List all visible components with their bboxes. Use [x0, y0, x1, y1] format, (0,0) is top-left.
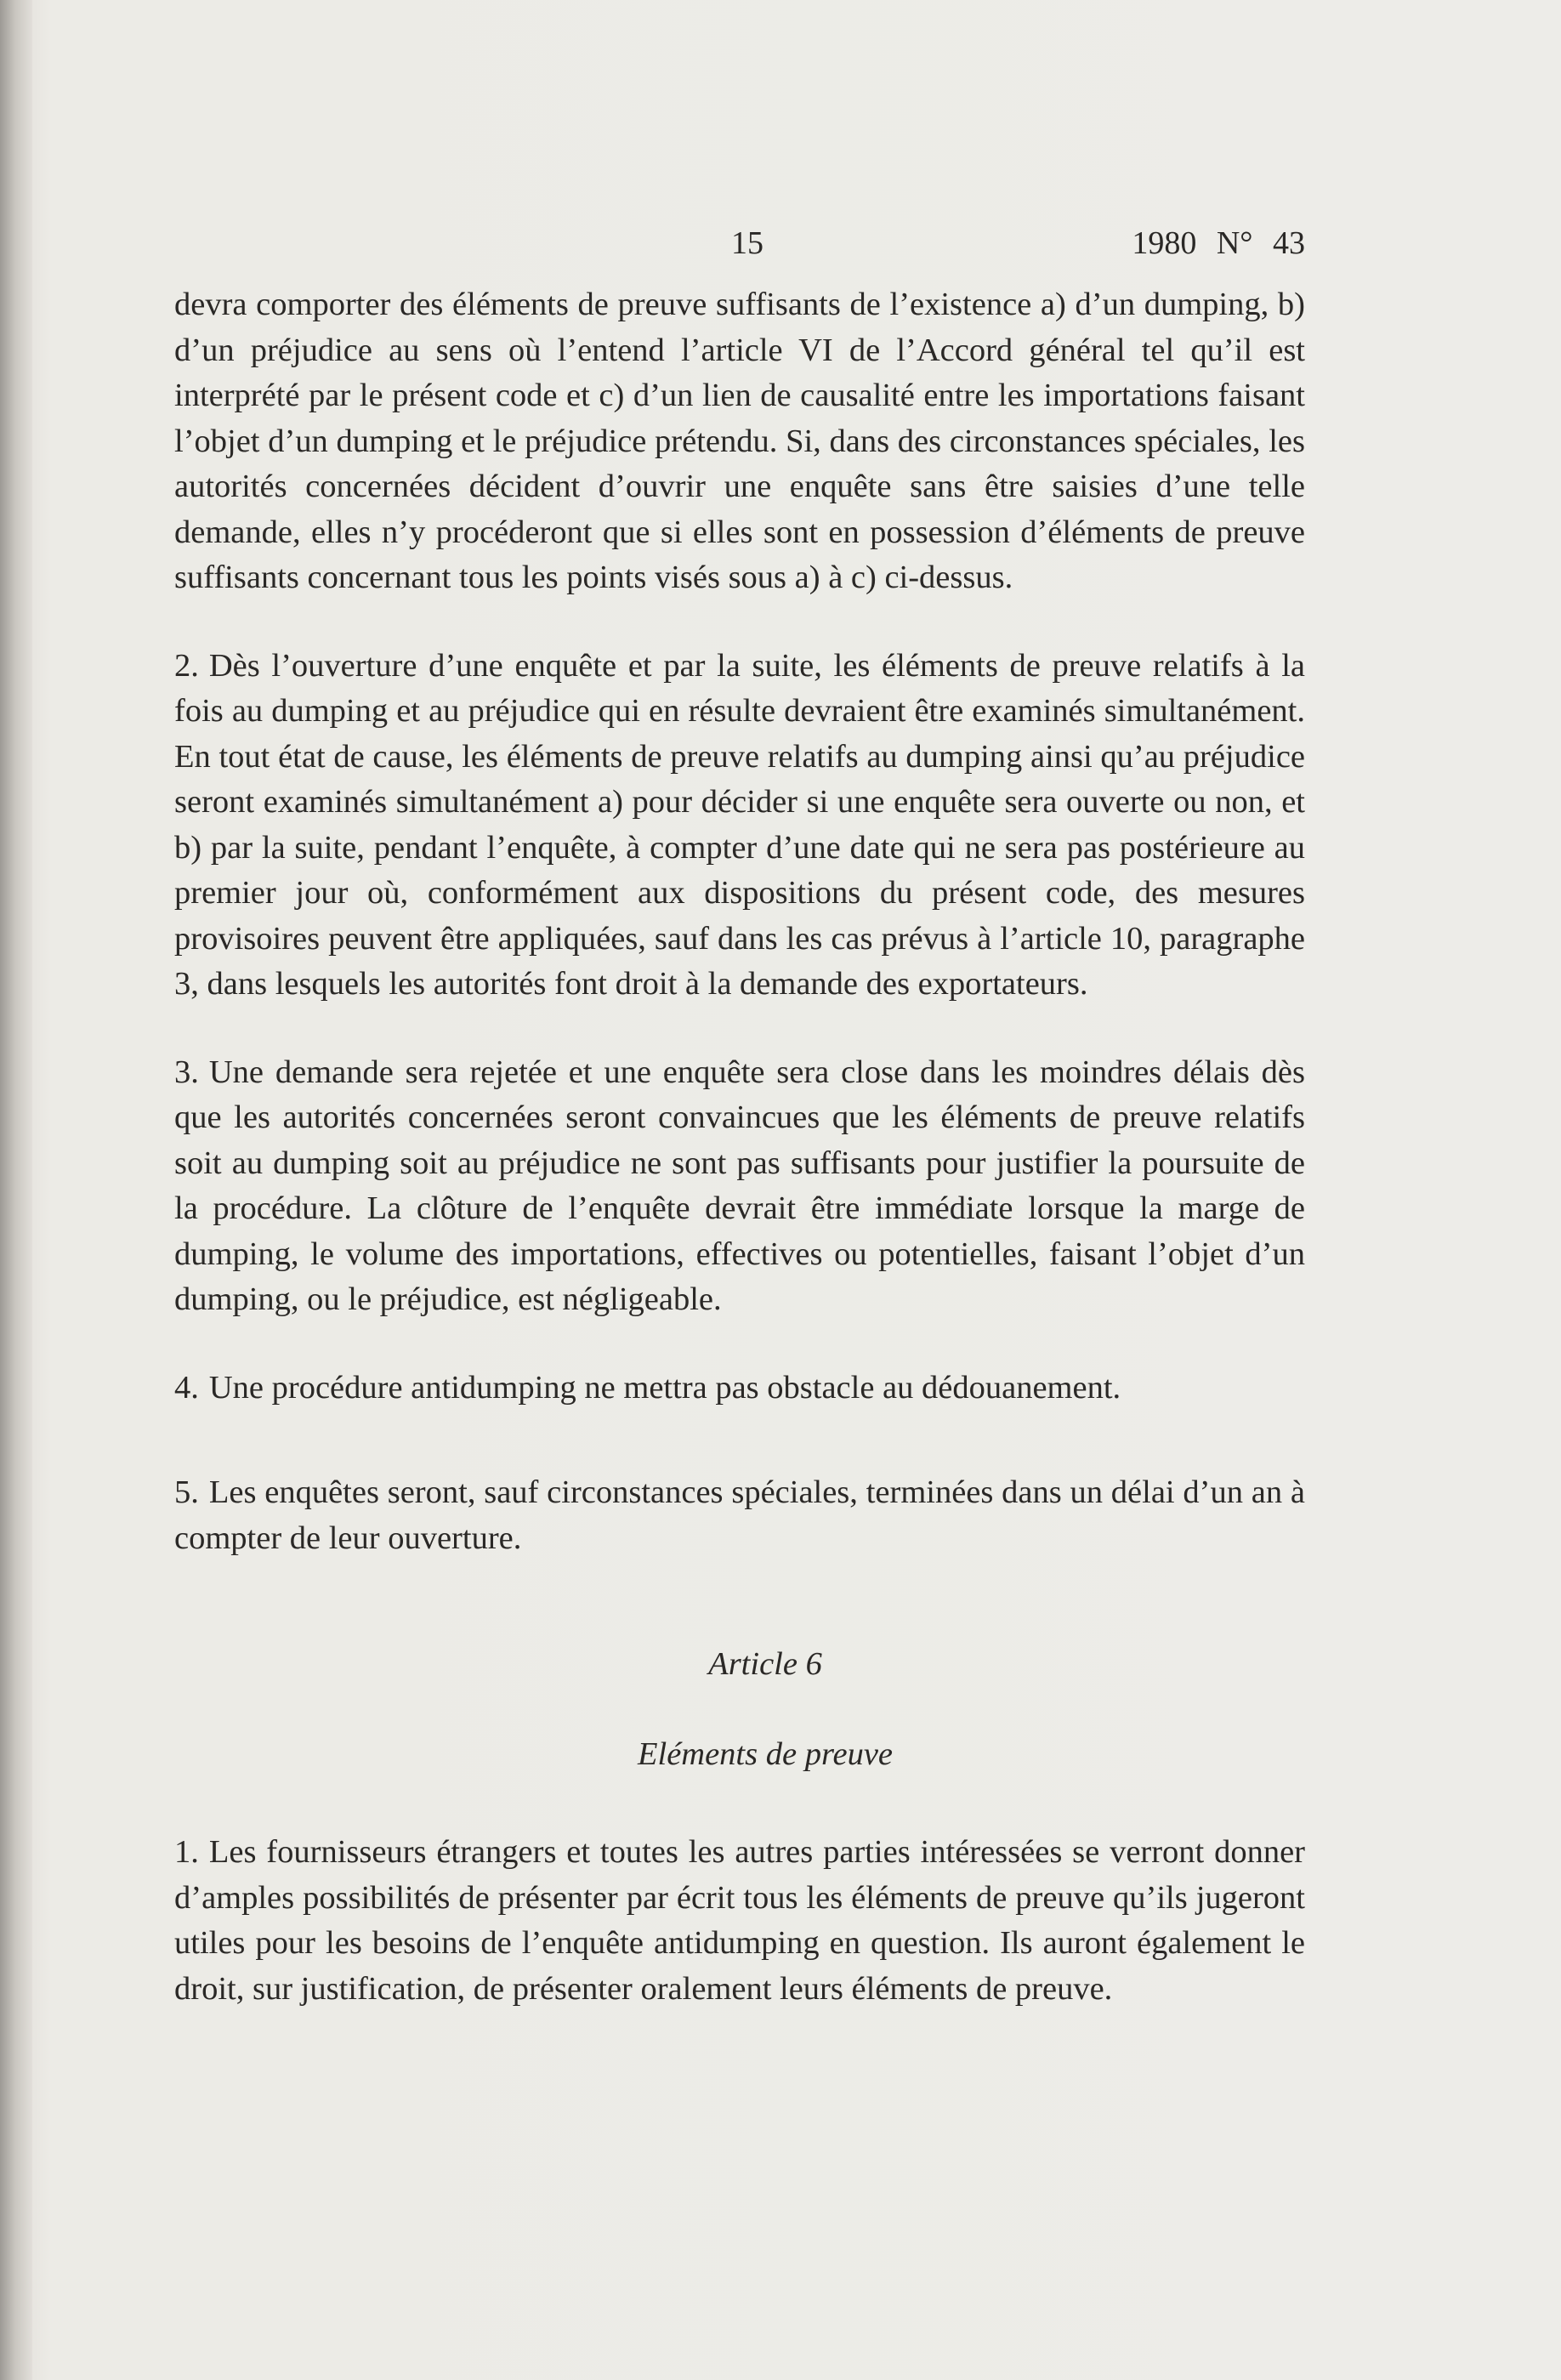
- page-binding-shadow: [0, 0, 32, 2380]
- paragraph-text: devra comporter des éléments de preuve suffisants de l’existence a) d’un dumping, b) d’un préjudice au sens où l’entend l’article VI de l’Accord général tel qu’il est interprété par le présent code et c) d’un lien de causalité entre les importations faisant l’objet d’un dumping et le préjudice prétendu. Si, dans des circonstances spéciales, les autorités concernées décident d’ouvrir une enquête sans être saisies d’une telle demande, elles n’y procéderont que si elles sont en possession d’éléments de preuve suffisants concernant tous les points visés sous a) à c) ci-dessus.: [174, 287, 1305, 595]
- paragraph-3: [174, 1050, 1305, 1323]
- paragraph-text: Dès l’ouverture d’une enquête et par la suite, les éléments de preuve relatifs à la fois au dumping et au préjudice qui en résulte devraient être examinés simultanément. En tout état de cause, les éléments de preuve relatifs au dumping ainsi qu’au préjudice seront examinés simultanément a) pour décider si une enquête sera ouverte ou non, et b) par la suite, pendant l’enquête, à compter d’une date qui ne sera pas postérieure au premier jour où, conformément aux dispositions du présent code, des mesures provisoires peuvent être appliquées, sauf dans les cas prévus à l’article 10, paragraphe 3, dans lesquels les autorités font droit à la demande des exportateurs.: [174, 647, 1305, 1002]
- paragraph-number: 3.: [174, 1054, 199, 1090]
- paragraph-continued: [174, 282, 1305, 601]
- paragraph-text: Les fournisseurs étrangers et toutes les autres parties intéressées se verront donner d’amples possibilités de présenter par écrit tous les éléments de preuve qu’ils jugeront utiles pour les besoins de l’enquête antidumping en question. Ils auront également le droit, sur justification, de présenter oralement leurs éléments de preuve.: [174, 1834, 1305, 2007]
- article-paragraph-1: [174, 1830, 1305, 2012]
- page-content: [174, 213, 1305, 2012]
- paragraph-number: 4.: [174, 1369, 199, 1406]
- article-title: Article 6: [708, 1646, 822, 1682]
- paragraph-text: Les enquêtes seront, sauf circonstances spéciales, terminées dans un délai d’un an à compter de leur ouverture.: [174, 1474, 1305, 1556]
- paragraph-4: [174, 1366, 1305, 1412]
- article-subtitle: Eléments de preuve: [637, 1735, 894, 1772]
- paragraph-text: Une procédure antidumping ne mettra pas obstacle au dédouanement.: [208, 1369, 1121, 1406]
- paragraph-number: 2.: [174, 647, 199, 684]
- page-header: [174, 213, 1305, 281]
- document-reference: 1980 N° 43: [1132, 225, 1305, 261]
- paragraph-5: [174, 1470, 1305, 1561]
- paragraph-text: Une demande sera rejetée et une enquête sera close dans les moindres délais dès que les autorités concernées seront convaincues que les éléments de preuve relatifs soit au dumping soit au préjudice ne sont pas suffisants pour justifier la poursuite de la procédure. La clôture de l’enquête devrait être immédiate lorsque la marge de dumping, le volume des importations, effectives ou potentielles, faisant l’objet d’un dumping, ou le préjudice, est négligeable.: [174, 1054, 1305, 1317]
- paragraph-number: 1.: [174, 1834, 199, 1870]
- page-number: 15: [731, 225, 763, 261]
- paragraph-number: 5.: [174, 1474, 199, 1510]
- paragraph-2: [174, 644, 1305, 1008]
